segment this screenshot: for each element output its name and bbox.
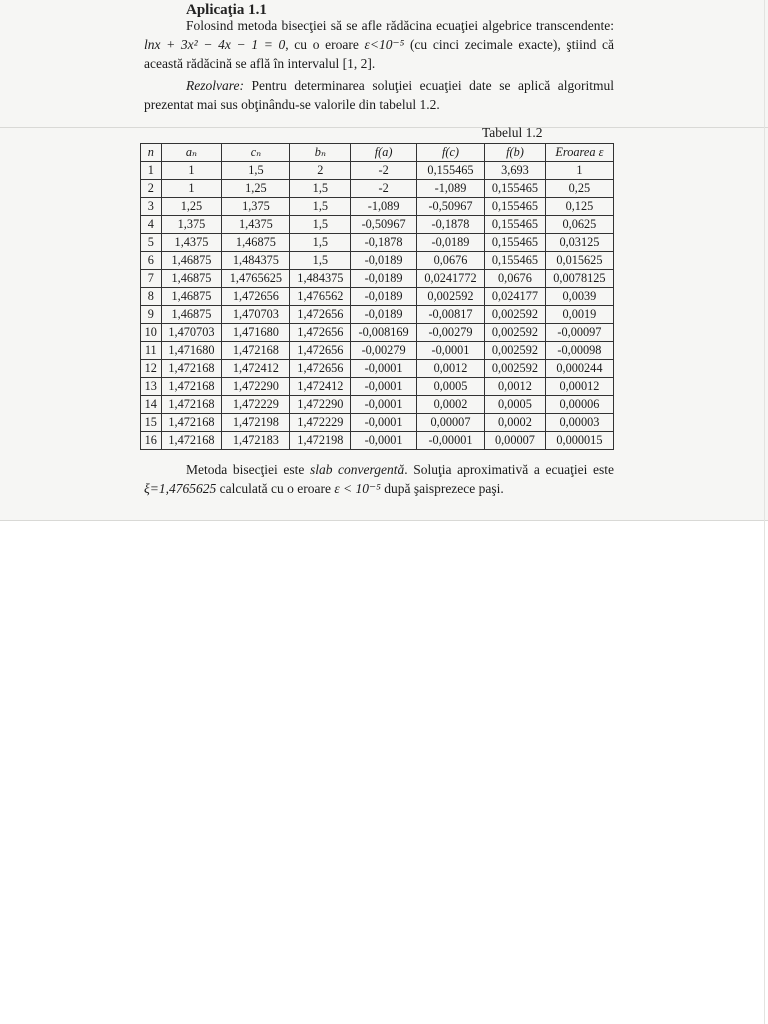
scan-right-edge xyxy=(764,0,765,1024)
column-header: n xyxy=(141,144,162,162)
table-cell: -0,50967 xyxy=(351,216,417,234)
table-cell: 0,002592 xyxy=(485,324,546,342)
final-error: ε < 10⁻⁵ xyxy=(334,481,381,496)
conclusion-text-2: . Soluţia aproximativă a ecuaţiei este xyxy=(404,462,614,477)
table-cell: -0,0189 xyxy=(416,234,484,252)
table-cell: 6 xyxy=(141,252,162,270)
table-cell: 1,470703 xyxy=(222,306,290,324)
table-cell: -0,0001 xyxy=(351,396,417,414)
table-cell: 0,00003 xyxy=(545,414,613,432)
table-cell: 0,155465 xyxy=(485,180,546,198)
table-cell: 1,472656 xyxy=(290,342,351,360)
statement-text-1: Folosind metoda bisecţiei să se afle rădăcina ecuaţiei algebrice transcendente: xyxy=(186,18,614,33)
statement-text-3: (cu cinci zecimale exacte), ştiind că această rădăcină se află în intervalul xyxy=(144,37,615,71)
statement-end: . xyxy=(371,56,376,71)
table-cell: 1,46875 xyxy=(222,234,290,252)
table-header xyxy=(141,144,614,162)
table-row xyxy=(141,306,614,324)
table-cell: 1,472168 xyxy=(161,378,222,396)
table-cell: 1,4375 xyxy=(222,216,290,234)
table-cell: -0,00001 xyxy=(416,432,484,450)
table-cell: -0,0001 xyxy=(351,378,417,396)
table-cell: 7 xyxy=(141,270,162,288)
table-cell: -0,0001 xyxy=(351,414,417,432)
section-title: Aplicaţia 1.1 xyxy=(186,2,267,18)
table-cell: 1,5 xyxy=(290,252,351,270)
table-cell: 16 xyxy=(141,432,162,450)
table-cell: -1,089 xyxy=(416,180,484,198)
table-cell: -0,0001 xyxy=(351,360,417,378)
table-cell: 10 xyxy=(141,324,162,342)
table-cell: -0,00279 xyxy=(351,342,417,360)
table-cell: 0,0625 xyxy=(545,216,613,234)
table-row xyxy=(141,162,614,180)
table-cell: 8 xyxy=(141,288,162,306)
table-cell: 1,472168 xyxy=(161,414,222,432)
table-cell: 1,4765625 xyxy=(222,270,290,288)
table-cell: 0,00006 xyxy=(545,396,613,414)
table-cell: 1,472656 xyxy=(290,306,351,324)
table-cell: 12 xyxy=(141,360,162,378)
table-cell: 0,0005 xyxy=(416,378,484,396)
table-cell: 1,472198 xyxy=(222,414,290,432)
table-cell: -2 xyxy=(351,180,417,198)
table-cell: -0,1878 xyxy=(351,234,417,252)
column-header: bₙ xyxy=(290,144,351,162)
table-cell: -0,00817 xyxy=(416,306,484,324)
table-row xyxy=(141,234,614,252)
table-cell: 0,002592 xyxy=(485,342,546,360)
table-cell: 1,46875 xyxy=(161,306,222,324)
table-cell: 1,472168 xyxy=(161,396,222,414)
table-cell: 0,000015 xyxy=(545,432,613,450)
table-row xyxy=(141,180,614,198)
table-cell: 1,5 xyxy=(290,198,351,216)
table-cell: -0,0001 xyxy=(416,342,484,360)
conclusion-paragraph xyxy=(144,460,614,498)
statement-text-2: , cu o eroare xyxy=(285,37,359,52)
table-cell: 0,0039 xyxy=(545,288,613,306)
solution-text: Pentru determinarea soluţiei ecuaţiei date se aplică algoritmul prezentat mai sus obţinându-se valorile din tabelul 1.2. xyxy=(144,78,615,112)
table-cell: 1,472656 xyxy=(290,324,351,342)
problem-statement xyxy=(144,16,614,73)
table-cell: 1,472168 xyxy=(161,432,222,450)
table-cell: 0,0002 xyxy=(416,396,484,414)
table-cell: 1,476562 xyxy=(290,288,351,306)
table-cell: 0,155465 xyxy=(485,252,546,270)
table-cell: 1,472183 xyxy=(222,432,290,450)
table-row xyxy=(141,378,614,396)
table-cell: 0,0241772 xyxy=(416,270,484,288)
table-cell: 0,0676 xyxy=(416,252,484,270)
table-cell: 0,00012 xyxy=(545,378,613,396)
interval: [1, 2] xyxy=(342,56,372,71)
table-cell: 9 xyxy=(141,306,162,324)
table-row xyxy=(141,396,614,414)
table-cell: 1,5 xyxy=(290,216,351,234)
table-cell: 1,472229 xyxy=(290,414,351,432)
table-cell: 5 xyxy=(141,234,162,252)
solution-paragraph xyxy=(144,76,614,114)
scan-page-edge xyxy=(0,520,768,521)
table-cell: 1,471680 xyxy=(161,342,222,360)
column-header: f(c) xyxy=(416,144,484,162)
table-cell: 0,25 xyxy=(545,180,613,198)
table-cell: 1,46875 xyxy=(161,252,222,270)
equation: lnx + 3x² − 4x − 1 = 0 xyxy=(144,37,286,52)
table-cell: 0,015625 xyxy=(545,252,613,270)
table-row xyxy=(141,324,614,342)
table-cell: 2 xyxy=(290,162,351,180)
table-cell: 1,472290 xyxy=(222,378,290,396)
table-cell: 0,0012 xyxy=(416,360,484,378)
table-cell: 1 xyxy=(161,162,222,180)
table-cell: 1,472656 xyxy=(222,288,290,306)
error-condition: ε<10⁻⁵ xyxy=(364,37,405,52)
table-cell: 3 xyxy=(141,198,162,216)
table-cell: 0,002592 xyxy=(485,306,546,324)
table-cell: -0,00279 xyxy=(416,324,484,342)
column-header: cₙ xyxy=(222,144,290,162)
table-row xyxy=(141,252,614,270)
conclusion-text-3: calculată cu o eroare xyxy=(219,481,331,496)
column-header: f(b) xyxy=(485,144,546,162)
column-header: aₙ xyxy=(161,144,222,162)
table-row xyxy=(141,216,614,234)
table-row xyxy=(141,432,614,450)
solution-label: Rezolvare: xyxy=(186,78,244,93)
table-cell: 0,03125 xyxy=(545,234,613,252)
table-cell: 1,484375 xyxy=(290,270,351,288)
table-cell: 1,471680 xyxy=(222,324,290,342)
table-cell: 0,0002 xyxy=(485,414,546,432)
table-cell: 1,25 xyxy=(222,180,290,198)
table-row xyxy=(141,414,614,432)
table-cell: -0,008169 xyxy=(351,324,417,342)
table-cell: 0,0012 xyxy=(485,378,546,396)
table-cell: 1 xyxy=(545,162,613,180)
table-cell: -0,00098 xyxy=(545,342,613,360)
table-cell: 1,472412 xyxy=(290,378,351,396)
table-caption: Tabelul 1.2 xyxy=(482,125,543,140)
table-row xyxy=(141,360,614,378)
table-cell: -0,0001 xyxy=(351,432,417,450)
table-cell: 0,0019 xyxy=(545,306,613,324)
table-cell: 0,155465 xyxy=(485,234,546,252)
table-cell: 1,25 xyxy=(161,198,222,216)
scan-fold-line xyxy=(0,127,768,128)
table-cell: 1,470703 xyxy=(161,324,222,342)
table-cell: 0,024177 xyxy=(485,288,546,306)
table-cell: 1,5 xyxy=(222,162,290,180)
table-cell: 4 xyxy=(141,216,162,234)
table-cell: 13 xyxy=(141,378,162,396)
table-cell: 0,002592 xyxy=(416,288,484,306)
table-cell: 1,472198 xyxy=(290,432,351,450)
table-cell: 0,155465 xyxy=(485,216,546,234)
column-header: f(a) xyxy=(351,144,417,162)
conclusion-text-4: după şaisprezece paşi. xyxy=(384,481,504,496)
table-cell: 1,5 xyxy=(290,180,351,198)
table-cell: -0,50967 xyxy=(416,198,484,216)
table-cell: 15 xyxy=(141,414,162,432)
bisection-table xyxy=(140,143,614,450)
table-cell: 1,46875 xyxy=(161,288,222,306)
table-cell: 0,00007 xyxy=(485,432,546,450)
table-cell: 1 xyxy=(161,180,222,198)
table-cell: -0,0189 xyxy=(351,306,417,324)
column-header: Eroarea ε xyxy=(545,144,613,162)
table-cell: 0,0676 xyxy=(485,270,546,288)
table-cell: 3,693 xyxy=(485,162,546,180)
table-cell: 1,472229 xyxy=(222,396,290,414)
table-cell: -0,0189 xyxy=(351,288,417,306)
table-cell: 0,0005 xyxy=(485,396,546,414)
conclusion-text-1: Metoda bisecţiei este xyxy=(186,462,305,477)
table-cell: 1,46875 xyxy=(161,270,222,288)
table-cell: 1,472656 xyxy=(290,360,351,378)
table-cell: 0,002592 xyxy=(485,360,546,378)
table-cell: 0,125 xyxy=(545,198,613,216)
table-cell: 1,484375 xyxy=(222,252,290,270)
table-cell: 1 xyxy=(141,162,162,180)
table-cell: 1,5 xyxy=(290,234,351,252)
table-body xyxy=(141,162,614,450)
table-cell: 14 xyxy=(141,396,162,414)
table-cell: 0,155465 xyxy=(416,162,484,180)
table-cell: -0,1878 xyxy=(416,216,484,234)
table-cell: 11 xyxy=(141,342,162,360)
table-row xyxy=(141,270,614,288)
table-cell: -0,0189 xyxy=(351,270,417,288)
table-row xyxy=(141,288,614,306)
table-cell: 1,472168 xyxy=(222,342,290,360)
table-cell: 0,000244 xyxy=(545,360,613,378)
table-cell: 1,472168 xyxy=(161,360,222,378)
table-cell: 1,4375 xyxy=(161,234,222,252)
table-cell: 0,155465 xyxy=(485,198,546,216)
table-cell: 0,00007 xyxy=(416,414,484,432)
table-cell: -0,00097 xyxy=(545,324,613,342)
table-cell: 0,0078125 xyxy=(545,270,613,288)
table-cell: 2 xyxy=(141,180,162,198)
table-cell: 1,375 xyxy=(222,198,290,216)
table-cell: -2 xyxy=(351,162,417,180)
table-row xyxy=(141,198,614,216)
table-cell: 1,375 xyxy=(161,216,222,234)
table-cell: -0,0189 xyxy=(351,252,417,270)
conclusion-emphasis: slab convergentă xyxy=(309,462,405,477)
solution-value: ξ=1,4765625 xyxy=(144,481,217,496)
table-cell: -1,089 xyxy=(351,198,417,216)
table-cell: 1,472290 xyxy=(290,396,351,414)
table-cell: 1,472412 xyxy=(222,360,290,378)
table-row xyxy=(141,342,614,360)
